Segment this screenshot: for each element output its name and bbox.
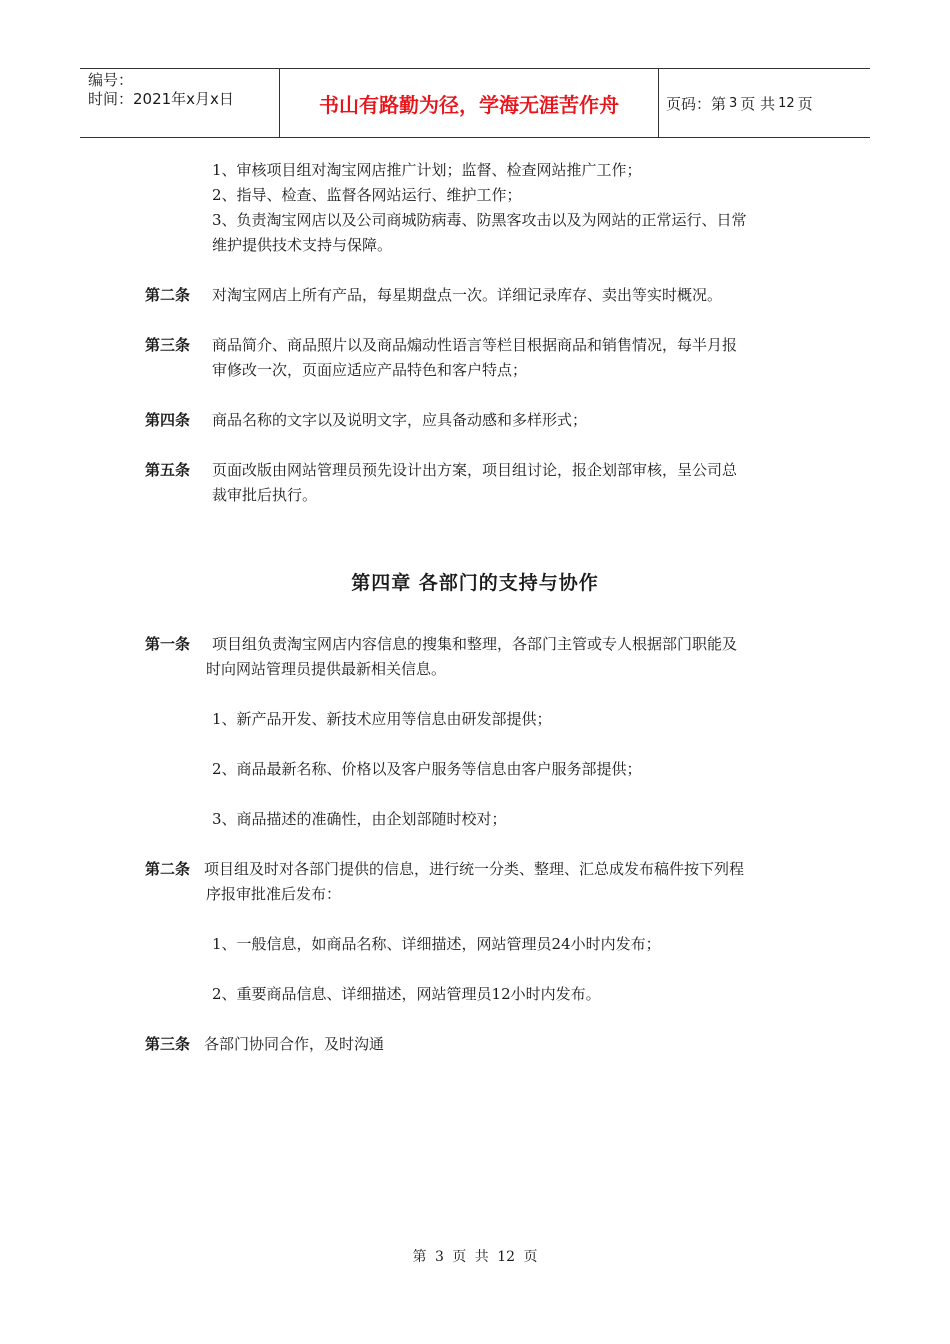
chapter-title: 第四章 各部门的支持与协作 xyxy=(351,572,599,594)
article-label: 第二条 xyxy=(145,286,191,304)
header-motto: 书山有路勤为径，学海无涯苦作舟 xyxy=(280,69,659,137)
header-meta xyxy=(80,69,280,137)
article-label: 第二条 xyxy=(145,860,191,878)
article-text: 裁审批后执行。 xyxy=(212,486,318,504)
list-item: 2、重要商品信息、详细描述，网站管理员12小时内发布。 xyxy=(212,985,601,1003)
header-page-info xyxy=(658,69,870,137)
page-prefix: 页码：第 xyxy=(666,94,727,113)
article-text: 时向网站管理员提供最新相关信息。 xyxy=(206,660,447,678)
article-label: 第三条 xyxy=(145,1035,191,1053)
article-text: 项目组负责淘宝网店内容信息的搜集和整理，各部门主管或专人根据部门职能及 xyxy=(212,635,738,653)
article-label: 第四条 xyxy=(145,411,191,429)
article-text: 商品简介、商品照片以及商品煽动性语言等栏目根据商品和销售情况，每半月报 xyxy=(212,336,738,354)
list-item: 1、新产品开发、新技术应用等信息由研发部提供； xyxy=(212,710,552,728)
page-footer: 第 3 页 共 12 页 xyxy=(412,1249,538,1265)
article-label: 第五条 xyxy=(145,461,191,479)
article-text: 项目组及时对各部门提供的信息，进行统一分类、整理、汇总成发布稿件按下列程 xyxy=(204,860,745,878)
article-text: 各部门协同合作，及时沟通 xyxy=(204,1035,385,1053)
article-label: 第三条 xyxy=(145,336,191,354)
article-text: 对淘宝网店上所有产品，每星期盘点一次。详细记录库存、卖出等实时概况。 xyxy=(212,286,723,304)
list-item-continuation: 维护提供技术支持与保障。 xyxy=(212,236,393,254)
article-text: 页面改版由网站管理员预先设计出方案，项目组讨论，报企划部审核，呈公司总 xyxy=(212,461,738,479)
doc-code-label: 编号： xyxy=(88,71,134,89)
page-suffix: 页 xyxy=(797,94,813,113)
article-text: 序报审批准后发布： xyxy=(206,885,342,903)
page-header xyxy=(80,68,870,138)
article-text: 商品名称的文字以及说明文字，应具备动感和多样形式； xyxy=(212,411,588,429)
list-item: 2、指导、检查、监督各网站运行、维护工作； xyxy=(212,186,522,204)
list-item: 1、审核项目组对淘宝网店推广计划；监督、检查网站推广工作； xyxy=(212,161,642,179)
list-item: 2、商品最新名称、价格以及客户服务等信息由客户服务部提供； xyxy=(212,760,642,778)
list-item: 1、一般信息，如商品名称、详细描述，网站管理员24小时内发布； xyxy=(212,935,661,953)
page-number: 3 xyxy=(729,95,738,111)
list-item: 3、负责淘宝网店以及公司商城防病毒、防黑客攻击以及为网站的正常运行、日常 xyxy=(212,211,747,229)
article-label: 第一条 xyxy=(145,635,191,653)
page-total: 12 xyxy=(778,95,795,111)
page-mid: 页 共 xyxy=(740,94,776,113)
doc-date: 时间：2021年x月x日 xyxy=(88,90,234,108)
list-item: 3、商品描述的准确性，由企划部随时校对； xyxy=(212,810,507,828)
article-text: 审修改一次，页面应适应产品特色和客户特点； xyxy=(212,361,528,379)
